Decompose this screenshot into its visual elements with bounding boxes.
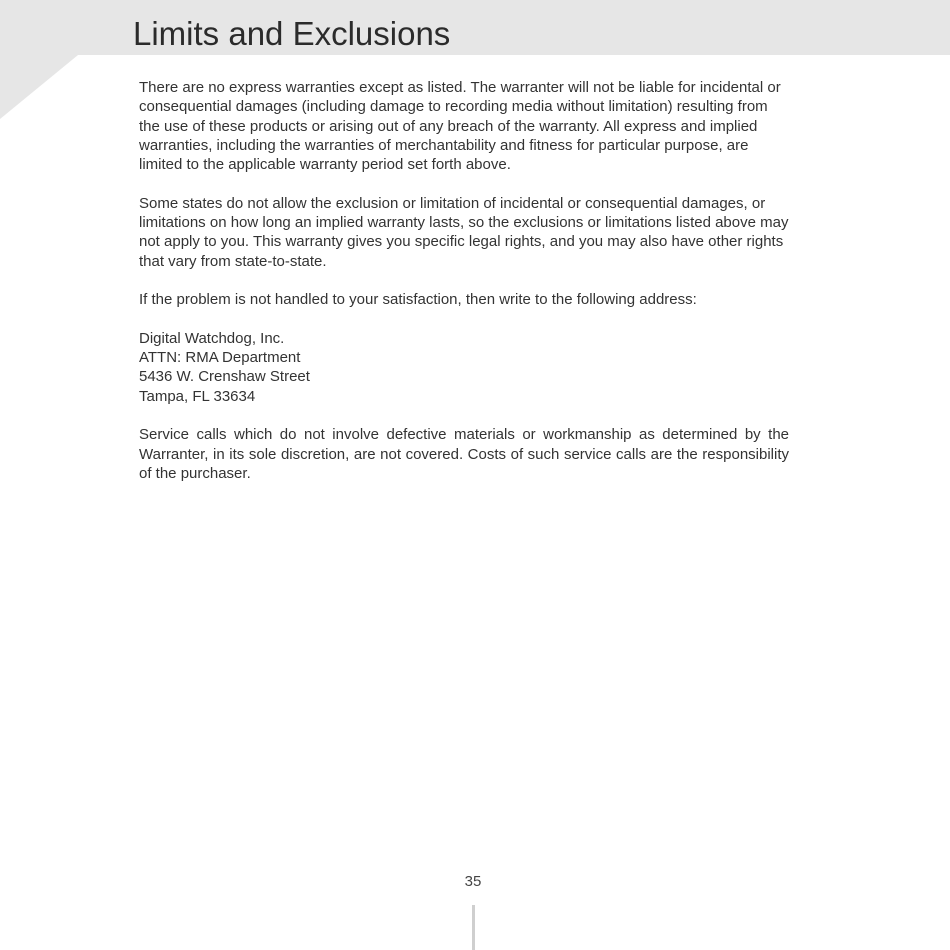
paragraph-state-rights: Some states do not allow the exclusion or limitation of incidental or consequential damages, or limitations on how long an implied warranty lasts, so the exclusions or limitations listed above may not apply to you. This warranty gives you specific legal rights, and you may also have other rights that vary from state-to-state.: [139, 194, 789, 270]
paragraph-contact-instruction: If the problem is not handled to your satisfaction, then write to the following address:: [139, 291, 697, 309]
header-corner-decoration: [0, 55, 78, 119]
address-city-state-zip: Tampa, FL 33634: [139, 387, 256, 405]
address-company: Digital Watchdog, Inc.: [139, 329, 285, 347]
page-content: [139, 78, 789, 503]
page-number: 35: [464, 873, 482, 890]
paragraph-exclusions: There are no express warranties except as listed. The warranter will not be liable for incidental or consequential damages (including damage to recording media without limitation) resulting from the use of these products or arising out of any breach of the warranty. All express and implied warranties, including the warranties of merchantability and fitness for particular purpose, are limited to the applicable warranty period set forth above.: [139, 79, 781, 174]
paragraph-service-calls: Service calls which do not involve defective materials or workmanship as determined by the Warranter, in its sole discretion, are not covered. Costs of such service calls are the responsibility of the purchaser.: [139, 426, 789, 482]
address-department: ATTN: RMA Department: [139, 349, 301, 367]
page-title: Limits and Exclusions: [133, 15, 451, 52]
mailing-address: [139, 329, 789, 406]
page-number-divider: [472, 905, 475, 950]
address-street: 5436 W. Crenshaw Street: [139, 368, 310, 386]
